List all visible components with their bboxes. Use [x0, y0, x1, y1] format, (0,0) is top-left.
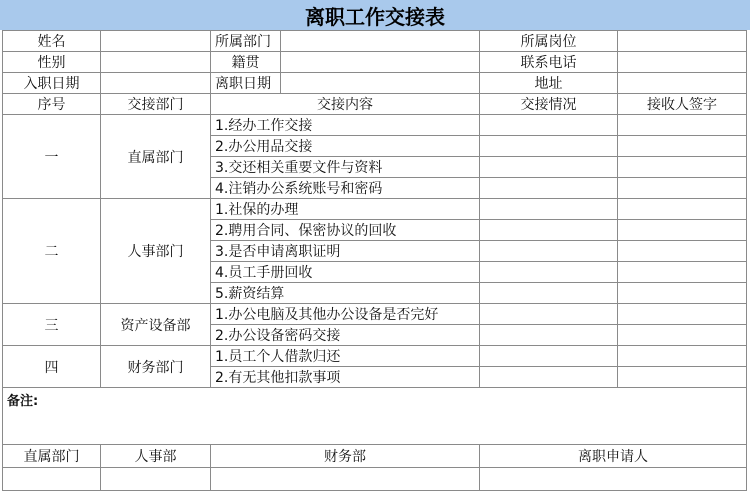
- receiver-cell[interactable]: [618, 115, 747, 136]
- item-text: 1.员工个人借款归还: [211, 346, 480, 367]
- signature-value-row: [3, 468, 747, 491]
- post-value[interactable]: [618, 31, 747, 52]
- native-label: 籍贯: [211, 52, 281, 73]
- item-text: 3.是否申请离职证明: [211, 241, 480, 262]
- remark-area[interactable]: [3, 388, 747, 445]
- receiver-cell[interactable]: [618, 136, 747, 157]
- handover-table: [2, 30, 747, 491]
- status-cell[interactable]: [480, 136, 618, 157]
- address-label: 地址: [480, 73, 618, 94]
- join-date-label: 入职日期: [3, 73, 101, 94]
- form-title: 离职工作交接表: [0, 0, 750, 30]
- info-row-2: [3, 52, 747, 73]
- status-cell[interactable]: [480, 220, 618, 241]
- gender-value[interactable]: [101, 52, 211, 73]
- phone-value[interactable]: [618, 52, 747, 73]
- receiver-cell[interactable]: [618, 367, 747, 388]
- header-dept: 交接部门: [101, 94, 211, 115]
- section-dept: 直属部门: [101, 115, 211, 199]
- item-text: 4.注销办公系统账号和密码: [211, 178, 480, 199]
- receiver-cell[interactable]: [618, 304, 747, 325]
- receiver-cell[interactable]: [618, 325, 747, 346]
- sig-direct-label: 直属部门: [3, 445, 101, 468]
- item-text: 3.交还相关重要文件与资料: [211, 157, 480, 178]
- header-receiver: 接收人签字: [618, 94, 747, 115]
- section-dept: 人事部门: [101, 199, 211, 304]
- sig-applicant-value[interactable]: [480, 468, 747, 491]
- info-row-1: [3, 31, 747, 52]
- item-text: 2.聘用合同、保密协议的回收: [211, 220, 480, 241]
- receiver-cell[interactable]: [618, 199, 747, 220]
- item-text: 2.有无其他扣款事项: [211, 367, 480, 388]
- sig-applicant-label: 离职申请人: [480, 445, 747, 468]
- status-cell[interactable]: [480, 262, 618, 283]
- header-content: 交接内容: [211, 94, 480, 115]
- section-no: 四: [3, 346, 101, 388]
- receiver-cell[interactable]: [618, 157, 747, 178]
- receiver-cell[interactable]: [618, 346, 747, 367]
- section-dept: 资产设备部: [101, 304, 211, 346]
- section-no: 一: [3, 115, 101, 199]
- item-text: 1.办公电脑及其他办公设备是否完好: [211, 304, 480, 325]
- address-value[interactable]: [618, 73, 747, 94]
- item-text: 1.经办工作交接: [211, 115, 480, 136]
- receiver-cell[interactable]: [618, 262, 747, 283]
- leave-date-label: 离职日期: [211, 73, 281, 94]
- header-no: 序号: [3, 94, 101, 115]
- remark-label: 备注:: [7, 394, 39, 409]
- table-row: [3, 346, 747, 367]
- item-text: 2.办公设备密码交接: [211, 325, 480, 346]
- table-row: [3, 115, 747, 136]
- table-row: [3, 199, 747, 220]
- remark-row: [3, 388, 747, 445]
- status-cell[interactable]: [480, 283, 618, 304]
- status-cell[interactable]: [480, 241, 618, 262]
- receiver-cell[interactable]: [618, 220, 747, 241]
- gender-label: 性别: [3, 52, 101, 73]
- section-no: 三: [3, 304, 101, 346]
- status-cell[interactable]: [480, 325, 618, 346]
- native-value[interactable]: [281, 52, 480, 73]
- section-dept: 财务部门: [101, 346, 211, 388]
- item-text: 4.员工手册回收: [211, 262, 480, 283]
- status-cell[interactable]: [480, 115, 618, 136]
- status-cell[interactable]: [480, 346, 618, 367]
- sig-finance-value[interactable]: [211, 468, 480, 491]
- status-cell[interactable]: [480, 367, 618, 388]
- sig-direct-value[interactable]: [3, 468, 101, 491]
- dept-value[interactable]: [281, 31, 480, 52]
- header-status: 交接情况: [480, 94, 618, 115]
- name-value[interactable]: [101, 31, 211, 52]
- header-row: [3, 94, 747, 115]
- status-cell[interactable]: [480, 199, 618, 220]
- item-text: 5.薪资结算: [211, 283, 480, 304]
- receiver-cell[interactable]: [618, 241, 747, 262]
- item-text: 1.社保的办理: [211, 199, 480, 220]
- status-cell[interactable]: [480, 304, 618, 325]
- dept-label: 所属部门: [211, 31, 281, 52]
- sig-finance-label: 财务部: [211, 445, 480, 468]
- phone-label: 联系电话: [480, 52, 618, 73]
- name-label: 姓名: [3, 31, 101, 52]
- join-date-value[interactable]: [101, 73, 211, 94]
- section-no: 二: [3, 199, 101, 304]
- signature-header-row: [3, 445, 747, 468]
- sig-hr-label: 人事部: [101, 445, 211, 468]
- status-cell[interactable]: [480, 157, 618, 178]
- post-label: 所属岗位: [480, 31, 618, 52]
- receiver-cell[interactable]: [618, 283, 747, 304]
- receiver-cell[interactable]: [618, 178, 747, 199]
- info-row-3: [3, 73, 747, 94]
- table-row: [3, 304, 747, 325]
- sig-hr-value[interactable]: [101, 468, 211, 491]
- item-text: 2.办公用品交接: [211, 136, 480, 157]
- leave-date-value[interactable]: [281, 73, 480, 94]
- status-cell[interactable]: [480, 178, 618, 199]
